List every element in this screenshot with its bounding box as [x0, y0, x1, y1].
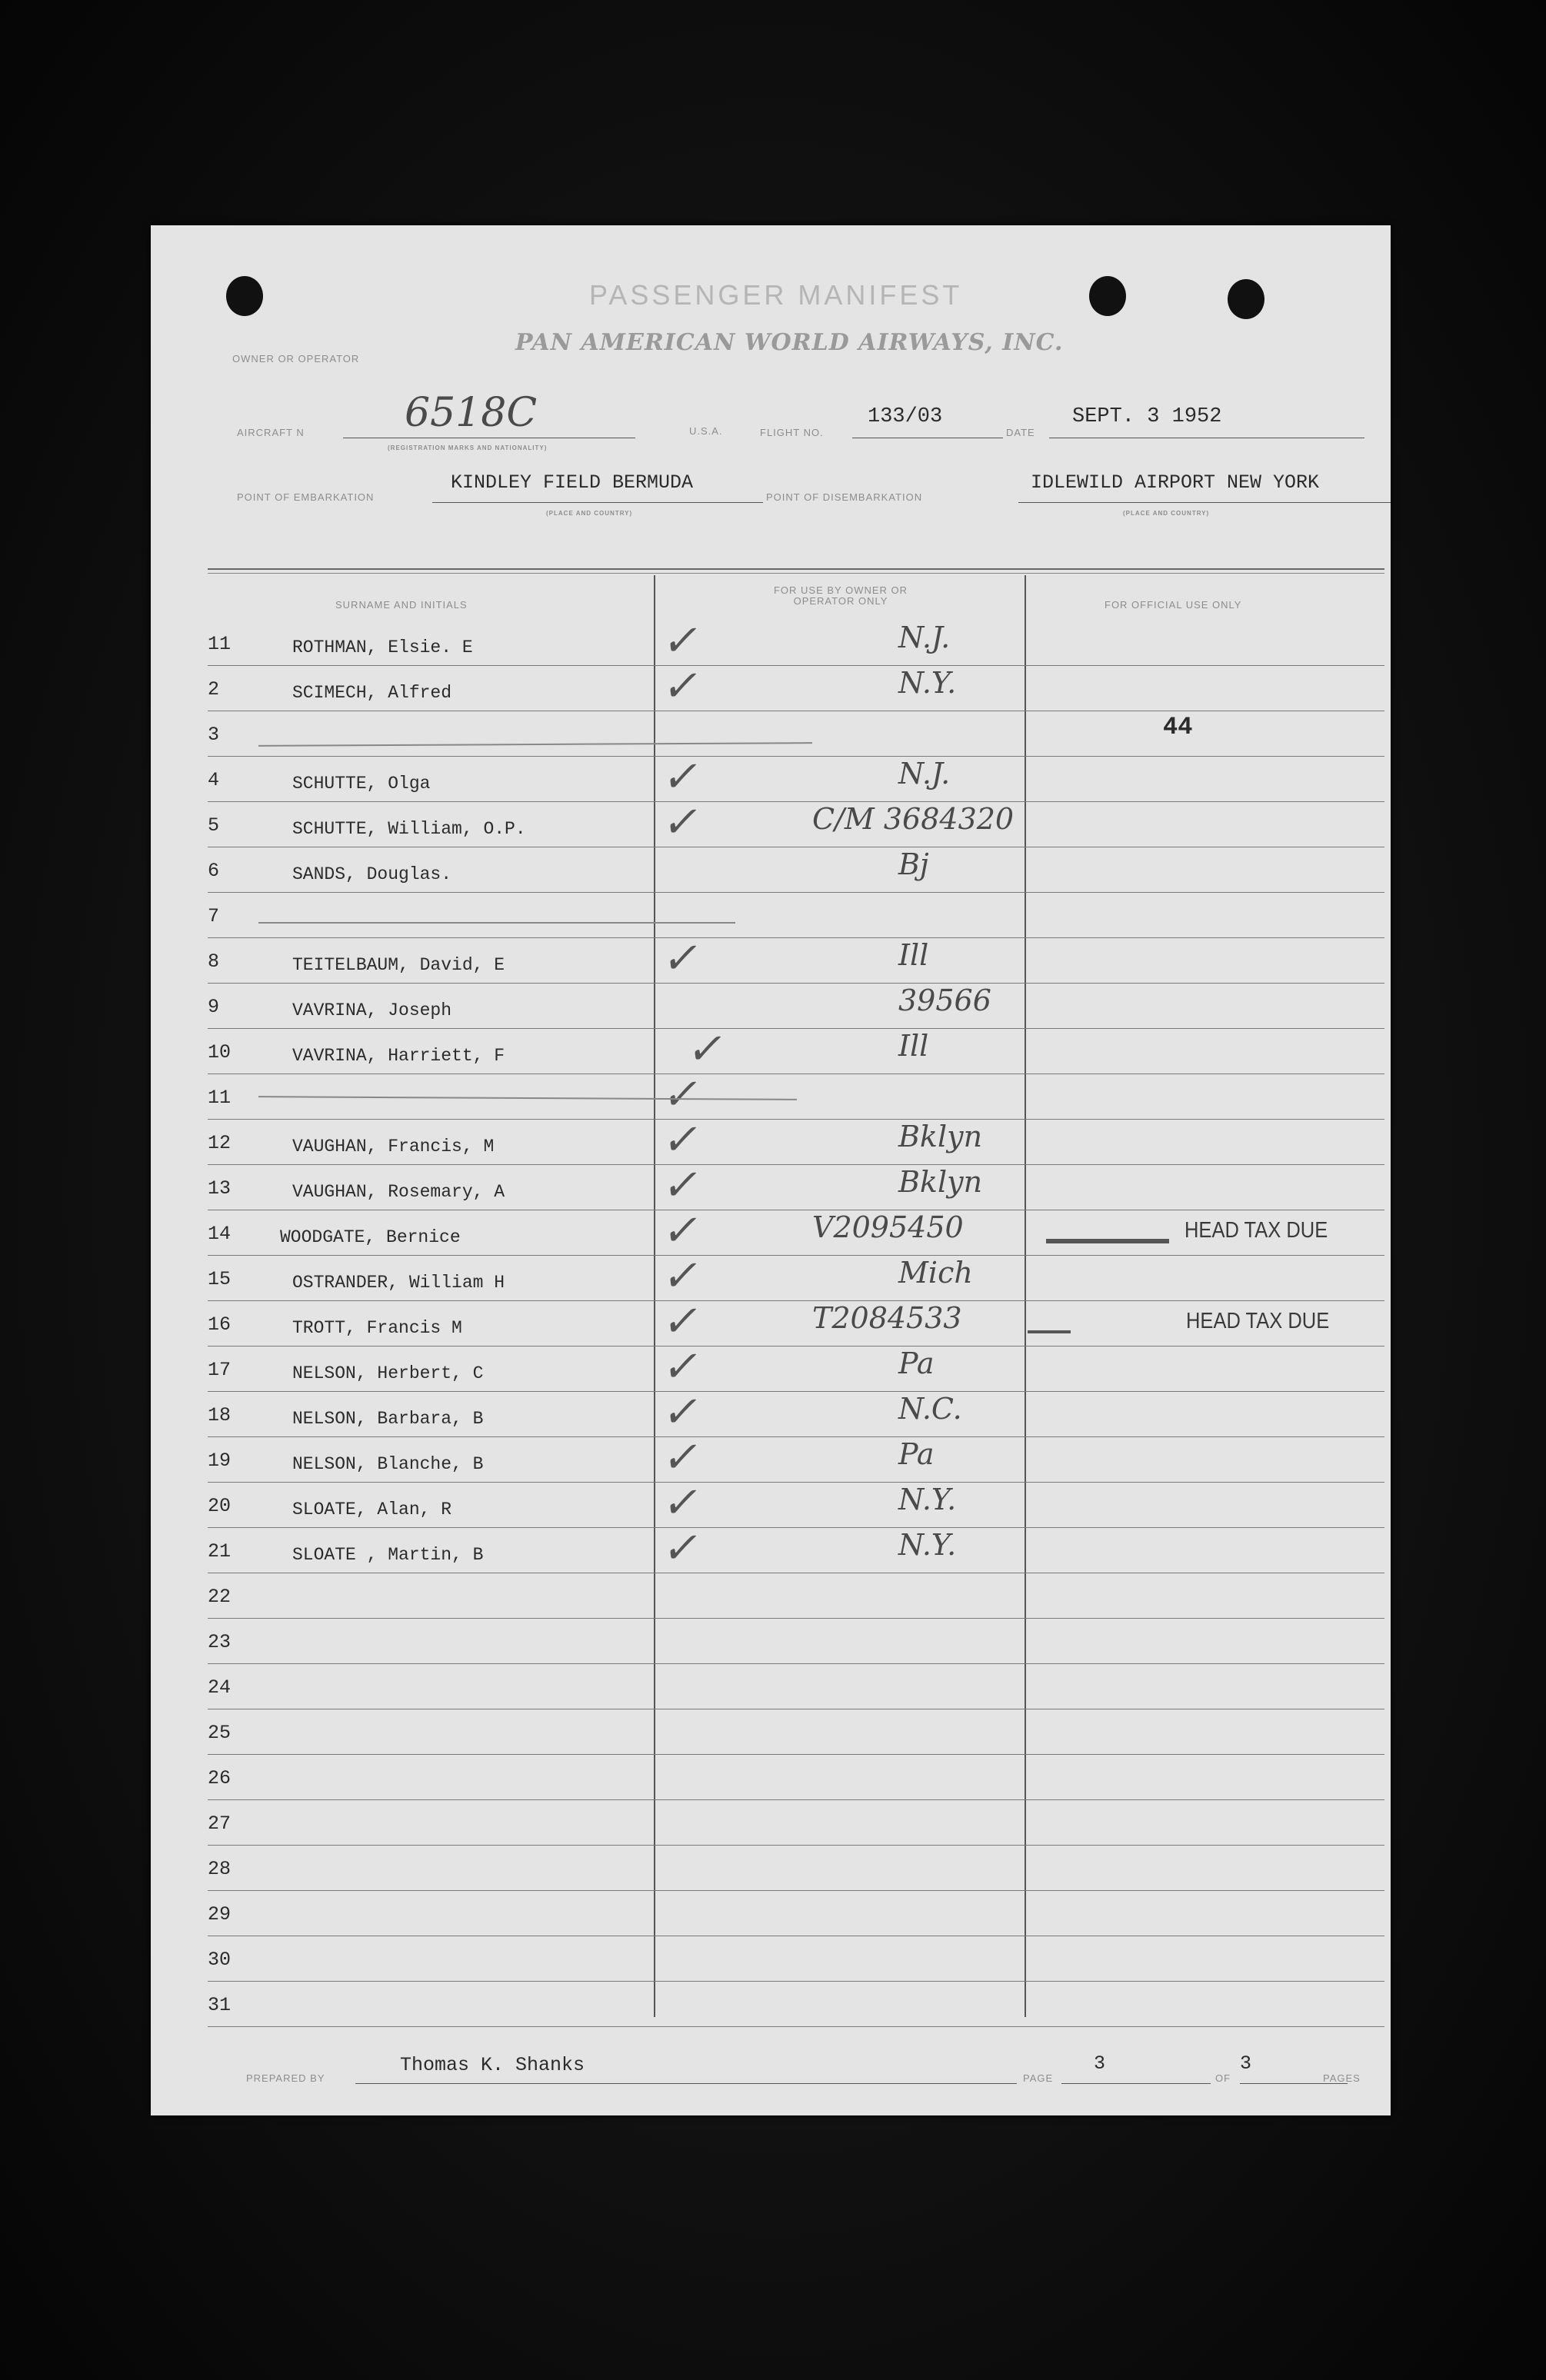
row-number: 24 — [208, 1676, 232, 1699]
check-mark-icon: ✓ — [659, 1206, 706, 1256]
row-number: 29 — [208, 1903, 232, 1926]
row-number: 17 — [208, 1359, 232, 1381]
row-number: 28 — [208, 1858, 232, 1880]
column-header-owner-use: FOR USE BY OWNER OR OPERATOR ONLY — [773, 584, 908, 607]
table-row-rule — [208, 1799, 1384, 1800]
check-mark-icon: ✓ — [659, 752, 706, 802]
prepared-label: PREPARED BY — [246, 2072, 325, 2084]
table-row-rule — [208, 756, 1384, 757]
table-row-rule — [208, 1073, 1384, 1074]
row-number: 3 — [208, 724, 220, 746]
passenger-name: TROTT, Francis M — [292, 1318, 462, 1338]
column-divider-1 — [654, 575, 655, 2017]
handwritten-note: V2095450 — [812, 1210, 964, 1244]
passenger-name: ROTHMAN, Elsie. E — [292, 637, 473, 657]
handwritten-note: T2084533 — [812, 1301, 962, 1335]
table-row-rule — [208, 1300, 1384, 1301]
check-mark-icon: ✓ — [684, 1024, 731, 1074]
table-row-rule — [208, 937, 1384, 938]
operator-name: PAN AMERICAN WORLD AIRWAYS, INC. — [515, 329, 1064, 356]
flight-label: FLIGHT NO. — [760, 427, 824, 438]
flight-date: SEPT. 3 1952 — [1072, 405, 1222, 428]
row-number: 25 — [208, 1722, 232, 1744]
check-mark-icon: ✓ — [659, 1433, 706, 1483]
disembark-point: IDLEWILD AIRPORT NEW YORK — [1031, 471, 1320, 494]
table-row-rule — [208, 1981, 1384, 1982]
table-row-rule — [208, 983, 1384, 984]
disembark-underline — [1018, 502, 1391, 503]
passenger-name: SANDS, Douglas. — [292, 864, 452, 884]
row-11-strike — [258, 1096, 797, 1100]
row-number: 8 — [208, 950, 220, 973]
handwritten-note: N.Y. — [898, 666, 957, 700]
check-mark-icon: ✓ — [659, 661, 706, 711]
manifest-page — [151, 225, 1391, 2115]
table-row-rule — [208, 1391, 1384, 1392]
table-top-rule — [208, 568, 1384, 570]
row-number: 4 — [208, 769, 220, 791]
page-label: PAGE — [1023, 2072, 1054, 2084]
check-mark-icon: ✓ — [659, 1523, 706, 1573]
aircraft-number: 6518C — [405, 390, 538, 436]
handwritten-note: N.J. — [898, 621, 951, 654]
punch-hole-left — [226, 276, 263, 316]
row-number: 14 — [208, 1223, 232, 1245]
row-number: 9 — [208, 996, 220, 1018]
passenger-name: OSTRANDER, William H — [292, 1273, 505, 1293]
column-divider-2 — [1025, 575, 1026, 2017]
column-header-surname: SURNAME AND INITIALS — [335, 599, 468, 611]
row-number: 23 — [208, 1631, 232, 1653]
registration-note: (REGISTRATION MARKS AND NATIONALITY) — [388, 444, 548, 451]
handwritten-note: N.Y. — [898, 1528, 957, 1562]
passenger-name: VAUGHAN, Rosemary, A — [292, 1182, 505, 1202]
row-number: 31 — [208, 1994, 232, 2016]
handwritten-note: Ill — [898, 1029, 929, 1063]
row-number: 11 — [208, 633, 232, 655]
row-number: 26 — [208, 1767, 232, 1789]
check-mark-icon: ✓ — [659, 1160, 706, 1210]
table-row-rule — [208, 1255, 1384, 1256]
handwritten-note: C/M 3684320 — [812, 802, 1015, 836]
row-number: 30 — [208, 1949, 232, 1971]
row-number: 7 — [208, 905, 220, 927]
passenger-name: VAVRINA, Harriett, F — [292, 1046, 505, 1066]
check-mark-icon: ✓ — [659, 1251, 706, 1301]
table-row-rule — [208, 1663, 1384, 1664]
row-7-strike — [258, 922, 735, 924]
passenger-name: SCHUTTE, William, O.P. — [292, 819, 526, 839]
row-14-official-strike — [1046, 1239, 1169, 1243]
handwritten-note: Ill — [898, 938, 929, 972]
passenger-name: SLOATE , Martin, B — [292, 1545, 484, 1565]
handwritten-note: Mich — [898, 1256, 973, 1290]
page-total: 3 — [1240, 2052, 1252, 2075]
disembark-label: POINT OF DISEMBARKATION — [766, 491, 923, 503]
flight-number: 133/03 — [868, 405, 943, 428]
row-number: 18 — [208, 1404, 232, 1426]
check-mark-icon: ✓ — [659, 1297, 706, 1346]
table-row-rule — [208, 1527, 1384, 1528]
handwritten-note: Pa — [898, 1346, 935, 1380]
check-mark-icon: ✓ — [659, 1387, 706, 1437]
handwritten-note: N.C. — [898, 1392, 962, 1426]
handwritten-note: Bklyn — [898, 1120, 983, 1153]
row-number: 10 — [208, 1041, 232, 1064]
manifest-title: PASSENGER MANIFEST — [589, 279, 963, 311]
passenger-name: TEITELBAUM, David, E — [292, 955, 505, 975]
row-number: 20 — [208, 1495, 232, 1517]
passenger-name: NELSON, Blanche, B — [292, 1454, 484, 1474]
row-number: 5 — [208, 814, 220, 837]
handwritten-note: Bj — [898, 847, 929, 881]
table-row-rule — [208, 1436, 1384, 1437]
passenger-name: WOODGATE, Bernice — [280, 1227, 461, 1247]
disembark-place-note: (PLACE AND COUNTRY) — [1123, 510, 1210, 517]
row-number: 19 — [208, 1450, 232, 1472]
check-mark-icon: ✓ — [659, 1342, 706, 1392]
embark-point: KINDLEY FIELD BERMUDA — [451, 471, 694, 494]
table-row-rule — [208, 665, 1384, 666]
country-label: U.S.A. — [689, 425, 723, 437]
handwritten-note: N.Y. — [898, 1483, 957, 1516]
of-label: OF — [1215, 2072, 1231, 2084]
table-top-rule-2 — [208, 573, 1384, 574]
owner-label: OWNER OR OPERATOR — [232, 353, 360, 364]
pages-label: PAGES — [1323, 2072, 1361, 2084]
table-row-rule — [208, 1618, 1384, 1619]
row-number: 16 — [208, 1313, 232, 1336]
row-number: 15 — [208, 1268, 232, 1290]
check-mark-icon: ✓ — [659, 1070, 706, 1120]
row-number: 13 — [208, 1177, 232, 1200]
row-number: 12 — [208, 1132, 232, 1154]
check-mark-icon: ✓ — [659, 797, 706, 847]
embark-underline — [432, 502, 763, 503]
handwritten-note: N.J. — [898, 757, 951, 791]
passenger-name: NELSON, Herbert, C — [292, 1363, 484, 1383]
row-16-official-strike — [1028, 1330, 1071, 1333]
date-label: DATE — [1006, 427, 1035, 438]
column-header-official-use: FOR OFFICIAL USE ONLY — [1105, 599, 1242, 611]
embark-place-note: (PLACE AND COUNTRY) — [546, 510, 633, 517]
passenger-name: VAVRINA, Joseph — [292, 1000, 452, 1020]
check-mark-icon: ✓ — [659, 616, 706, 666]
official-count: 44 — [1163, 713, 1193, 741]
prepared-by: Thomas K. Shanks — [400, 2054, 585, 2076]
table-row-rule — [208, 801, 1384, 802]
passenger-name: SLOATE, Alan, R — [292, 1500, 452, 1520]
head-tax-stamp: HEAD TAX DUE — [1184, 1218, 1328, 1243]
prepared-underline — [355, 2083, 1017, 2084]
row-number: 6 — [208, 860, 220, 882]
embark-label: POINT OF EMBARKATION — [237, 491, 375, 503]
row-3-strike — [258, 742, 812, 747]
handwritten-note: Pa — [898, 1437, 935, 1471]
table-row-rule — [208, 2026, 1384, 2027]
table-row-rule — [208, 1028, 1384, 1029]
page-number: 3 — [1094, 2052, 1106, 2075]
punch-hole-mid — [1089, 276, 1126, 316]
aircraft-label: AIRCRAFT N — [237, 427, 305, 438]
punch-hole-right — [1228, 279, 1264, 319]
passenger-name: VAUGHAN, Francis, M — [292, 1137, 495, 1157]
check-mark-icon: ✓ — [659, 934, 706, 984]
handwritten-note: 39566 — [898, 984, 991, 1017]
table-row-rule — [208, 1754, 1384, 1755]
check-mark-icon: ✓ — [659, 1478, 706, 1528]
table-row-rule — [208, 1845, 1384, 1846]
row-number: 27 — [208, 1812, 232, 1835]
table-row-rule — [208, 1890, 1384, 1891]
passenger-name: SCHUTTE, Olga — [292, 774, 431, 794]
row-number: 22 — [208, 1586, 232, 1608]
table-row-rule — [208, 1482, 1384, 1483]
table-row-rule — [208, 1164, 1384, 1165]
head-tax-stamp: HEAD TAX DUE — [1186, 1309, 1330, 1333]
passenger-name: NELSON, Barbara, B — [292, 1409, 484, 1429]
handwritten-note: Bklyn — [898, 1165, 983, 1199]
check-mark-icon: ✓ — [659, 1115, 706, 1165]
table-row-rule — [208, 892, 1384, 893]
passenger-name: SCIMECH, Alfred — [292, 683, 452, 703]
page-underline — [1061, 2083, 1211, 2084]
row-number: 2 — [208, 678, 220, 701]
row-number: 21 — [208, 1540, 232, 1563]
table-row-rule — [208, 1119, 1384, 1120]
row-number: 11 — [208, 1087, 232, 1109]
